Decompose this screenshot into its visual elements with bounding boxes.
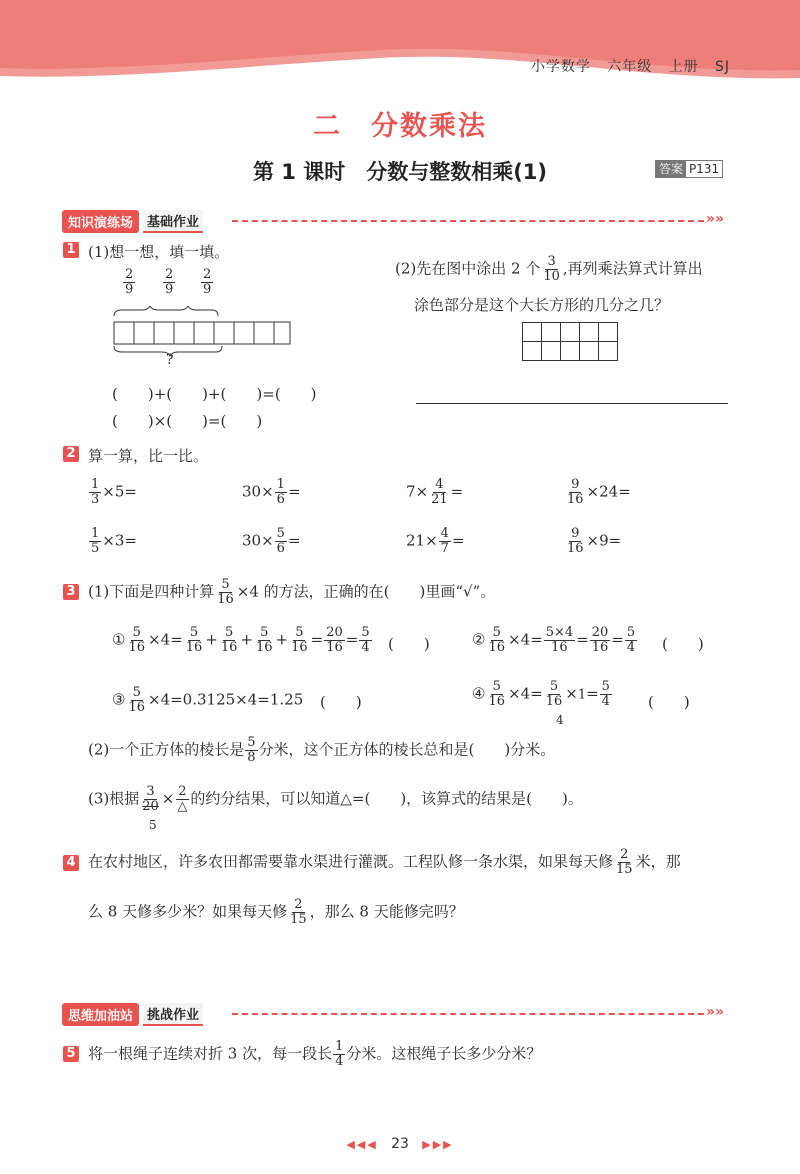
left-arrows-icon: ◀◀◀ bbox=[346, 1138, 378, 1151]
q1-part2-text-a: (2)先在图中涂出 2 个 bbox=[395, 259, 541, 278]
q3-method-2-blank[interactable]: ( ) bbox=[662, 635, 704, 653]
book-name: 小学数学 bbox=[530, 59, 591, 75]
q3-part3: (3)根据 $\frac{3}{20}$ × $\frac{2}{\triangle}$ 的约分结果，可以知道△=( )，该算式的结果是( )。 bbox=[88, 784, 583, 814]
lesson-title: 第 1 课时 分数与整数相乘(1) bbox=[252, 160, 548, 184]
q3-method-3-blank[interactable]: ( ) bbox=[320, 693, 362, 711]
q1-part2-line1 bbox=[395, 255, 703, 284]
answer-reference bbox=[655, 160, 723, 178]
q5-text: 将一根绳子连续对折 3 次，每一段长 $\frac{1}{4}$ 分米。这根绳子长多少分米？ bbox=[88, 1039, 542, 1069]
answer-line[interactable] bbox=[416, 403, 728, 404]
section-divider bbox=[232, 1013, 704, 1015]
q1-addition-line[interactable]: ( )+( )+( )=( ) bbox=[112, 385, 317, 403]
q4-line2: 么 8 天修多少米？如果每天修 $\frac{2}{15}$ ，那么 8 天能修完吗？ bbox=[88, 897, 464, 927]
q3-part1: (1)下面是四种计算 $\frac{5}{16}$ ×4 的方法，正确的在( )里画“√”。 bbox=[88, 577, 496, 607]
answer-label: 答案 bbox=[656, 161, 686, 177]
q2-item[interactable]: $\frac{1}{5}$ ×3= bbox=[91, 526, 137, 556]
section-challenge-header bbox=[62, 1003, 203, 1025]
section-divider bbox=[232, 220, 704, 222]
q3-method-1-blank[interactable]: ( ) bbox=[388, 635, 430, 653]
edition: SJ bbox=[714, 59, 730, 75]
section-tag: 思维加油站 bbox=[62, 1003, 139, 1026]
q2-item[interactable]: $\frac{9}{16}$ ×9= bbox=[567, 526, 622, 556]
q2-item[interactable]: 7× $\frac{4}{21}$ = bbox=[406, 477, 464, 507]
q4-line1: 在农村地区，许多农田都需要靠水渠进行灌溉。工程队修一条水渠，如果每天修 $\frac{2}{15}$ 米，那 bbox=[88, 847, 681, 877]
q2-item[interactable]: 30× $\frac{5}{6}$ = bbox=[242, 526, 301, 556]
question-number: 5 bbox=[63, 1046, 79, 1062]
question-number: 3 bbox=[63, 584, 79, 600]
question-number: 2 bbox=[63, 446, 79, 462]
fraction: $\frac{3}{10}$ bbox=[543, 254, 560, 284]
q1-part1-text: (1)想一想，填一填。 bbox=[88, 243, 230, 261]
q1-bar-diagram bbox=[108, 306, 308, 376]
q1-part2-line2: 涂色部分是这个大长方形的几分之几？ bbox=[414, 296, 670, 314]
fraction: $\frac{2}{9}$ bbox=[125, 267, 134, 297]
page-footer bbox=[0, 1136, 800, 1152]
q3-part2: (2)一个正方体的棱长是 $\frac{5}{8}$ 分米，这个正方体的棱长总和是( )分米。 bbox=[88, 735, 556, 765]
section-name: 基础作业 bbox=[143, 210, 203, 233]
chapter-title: 二 分数乘法 bbox=[313, 111, 487, 142]
grade: 六年级 bbox=[607, 59, 653, 75]
q2-item[interactable]: 21× $\frac{4}{7}$ = bbox=[406, 526, 465, 556]
volume: 上册 bbox=[668, 59, 699, 75]
q3-method-3: ③ $\frac{5}{16}$ ×4=0.3125×4=1.25 bbox=[112, 685, 304, 715]
q1-multiplication-line[interactable]: ( )×( )=( ) bbox=[112, 412, 263, 430]
q2-item[interactable]: $\frac{9}{16}$ ×24= bbox=[567, 477, 631, 507]
chevron-right-icon: »» bbox=[706, 1004, 725, 1020]
q2-item[interactable]: $\frac{1}{3}$ ×5= bbox=[91, 477, 137, 507]
header-info bbox=[531, 56, 730, 76]
fraction: $\frac{2}{9}$ bbox=[203, 267, 212, 297]
q3-method-4: ④ $\frac{5}{16}$ ×4= $\frac{5}{16}$ ×1= $\frac{5}{4}$ bbox=[472, 679, 610, 709]
header-band bbox=[0, 0, 800, 95]
q2-text: 算一算，比一比。 bbox=[88, 447, 209, 465]
q3-method-4-blank[interactable]: ( ) bbox=[648, 693, 690, 711]
q3-method-2: ② $\frac{5}{16}$ ×4= $\frac{5\times 4}{16}$ = $\frac{20}{16}$ = $\frac{5}{4}$ bbox=[472, 625, 636, 655]
page-number: 23 bbox=[391, 1136, 409, 1152]
section-tag: 知识演练场 bbox=[62, 210, 139, 233]
question-mark-label: ? bbox=[166, 352, 174, 368]
chevron-right-icon: »» bbox=[706, 211, 725, 227]
answer-page: P131 bbox=[689, 162, 720, 176]
question-number: 4 bbox=[63, 855, 79, 871]
section-name: 挑战作业 bbox=[143, 1003, 203, 1026]
section-basic-header bbox=[62, 210, 203, 232]
q3-method-1: ① $\frac{5}{16}$ ×4= $\frac{5}{16}$ + $\frac{5}{16}$ + $\frac{5}{16}$ + $\frac{5}{16}$ = $\frac{20}{16}$ = $\frac{5}{4}$ bbox=[112, 625, 370, 655]
fraction: $\frac{2}{9}$ bbox=[165, 267, 174, 297]
question-number: 1 bbox=[63, 242, 79, 258]
q3-part3-reduced: 5 bbox=[149, 818, 157, 832]
shading-grid[interactable] bbox=[522, 322, 618, 361]
q1-part2-text-b: ,再列乘法算式计算出 bbox=[562, 259, 703, 278]
q3-method-4-reduced: 4 bbox=[556, 713, 564, 727]
q2-item[interactable]: 30× $\frac{1}{6}$ = bbox=[242, 477, 301, 507]
right-arrows-icon: ▶▶▶ bbox=[422, 1138, 454, 1151]
